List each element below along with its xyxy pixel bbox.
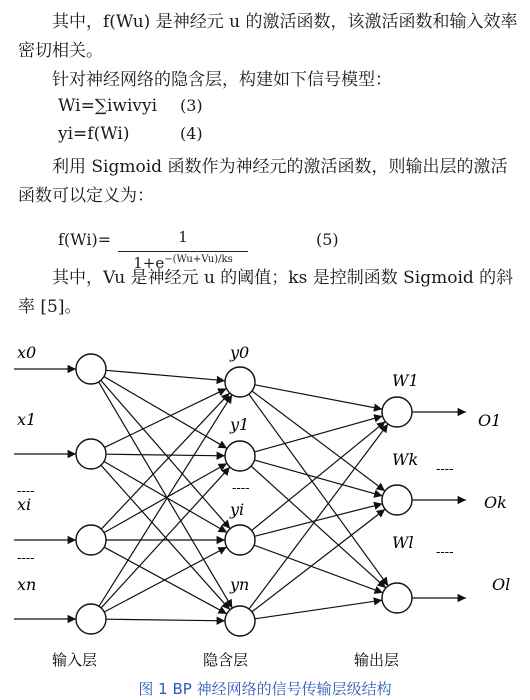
- input-label-x0: x0: [17, 343, 37, 362]
- input-neuron-1: [76, 439, 106, 469]
- edge-input-1-hidden-1: [106, 454, 225, 456]
- equation-3: Wi=∑iwivyi: [58, 96, 158, 116]
- edge-hidden-0-output-2: [249, 394, 388, 586]
- hidden-neuron-2: [225, 525, 255, 555]
- output-dashes-2: ----: [436, 545, 454, 560]
- layer-label-output: 输出层: [354, 651, 400, 669]
- bp-network-figure: [0, 320, 530, 700]
- weight-label-wl: Wl: [392, 533, 414, 552]
- hidden-label-yi: yi: [230, 500, 245, 519]
- input-neuron-0: [76, 354, 106, 384]
- paragraph-signal-model: 针对神经网络的隐含层，构建如下信号模型：: [52, 70, 392, 90]
- edge-input-2-hidden-0: [101, 393, 229, 529]
- equation-5-numerator: 1: [178, 228, 188, 246]
- equation-4-number: (4): [180, 124, 203, 143]
- hidden-label-yn: yn: [230, 575, 250, 594]
- paragraph-sigmoid: 利用 Sigmoid 函数作为神经元的激活函数，则输出层的激活函数可以定义为：: [18, 157, 508, 206]
- output-label-ol: Ol: [492, 575, 511, 594]
- output-label-ok: Ok: [484, 493, 507, 512]
- edge-input-1-hidden-0: [105, 389, 227, 448]
- fraction-bar: [118, 251, 248, 252]
- output-neuron-2: [382, 583, 412, 613]
- weight-label-w1: W1: [392, 371, 419, 390]
- edge-input-0-hidden-0: [106, 370, 225, 380]
- input-dashes-1: ----: [17, 484, 35, 499]
- equation-4: yi=f(Wi): [58, 124, 130, 144]
- hidden-neuron-3: [225, 606, 255, 636]
- edge-hidden-3-output-1: [252, 509, 385, 612]
- input-neuron-3: [76, 604, 106, 634]
- output-neuron-0: [382, 397, 412, 427]
- layer-label-hidden: 隐含层: [203, 651, 249, 669]
- input-label-x1: x1: [17, 410, 37, 429]
- figure-caption: 图 1 BP 神经网络的信号传输层级结构: [138, 680, 392, 698]
- input-label-xn: xn: [17, 575, 37, 594]
- equation-5-denominator: $1+e^{-(Wu+Vu)/ks}$: [133, 254, 233, 272]
- layer-label-input: 输入层: [52, 651, 98, 669]
- input-dashes-2: ----: [17, 551, 35, 566]
- edge-input-0-hidden-1: [104, 377, 227, 449]
- hidden-label-y1: y1: [230, 415, 250, 434]
- hidden-neuron-0: [225, 367, 255, 397]
- equation-3-number: (3): [180, 96, 203, 115]
- edge-input-3-hidden-3: [106, 619, 225, 621]
- edge-hidden-2-output-1: [255, 504, 383, 537]
- edge-input-3-hidden-1: [101, 467, 230, 608]
- weight-label-wk: Wk: [392, 450, 419, 469]
- edge-hidden-3-output-2: [255, 600, 382, 619]
- edge-hidden-1-output-2: [251, 466, 386, 588]
- output-dashes-1: ----: [436, 462, 454, 477]
- hidden-label-y0: y0: [230, 343, 250, 362]
- equation-5-lhs: f(Wi)=: [58, 230, 112, 249]
- equation-5-number: (5): [316, 230, 339, 249]
- paragraph-activation: 其中，f(Wu) 是神经元 u 的激活函数，该激活函数和输入效率密切相关。: [18, 12, 518, 61]
- hidden-neuron-1: [225, 441, 255, 471]
- edge-hidden-3-output-0: [249, 424, 388, 609]
- equation-5-exponent: −(Wu+Vu)/ks: [164, 254, 233, 265]
- output-neuron-1: [382, 485, 412, 515]
- output-label-o1: O1: [478, 411, 502, 430]
- edge-hidden-0-output-0: [255, 385, 383, 409]
- edge-hidden-1-output-0: [254, 416, 382, 452]
- input-neuron-2: [76, 525, 106, 555]
- hidden-dashes: ----: [232, 481, 250, 496]
- input-label-xi: xi: [17, 495, 32, 514]
- paragraph-threshold: 其中，Vu 是神经元 u 的阈值；ks 是控制函数 Sigmoid 的斜率 [5]。: [18, 268, 514, 317]
